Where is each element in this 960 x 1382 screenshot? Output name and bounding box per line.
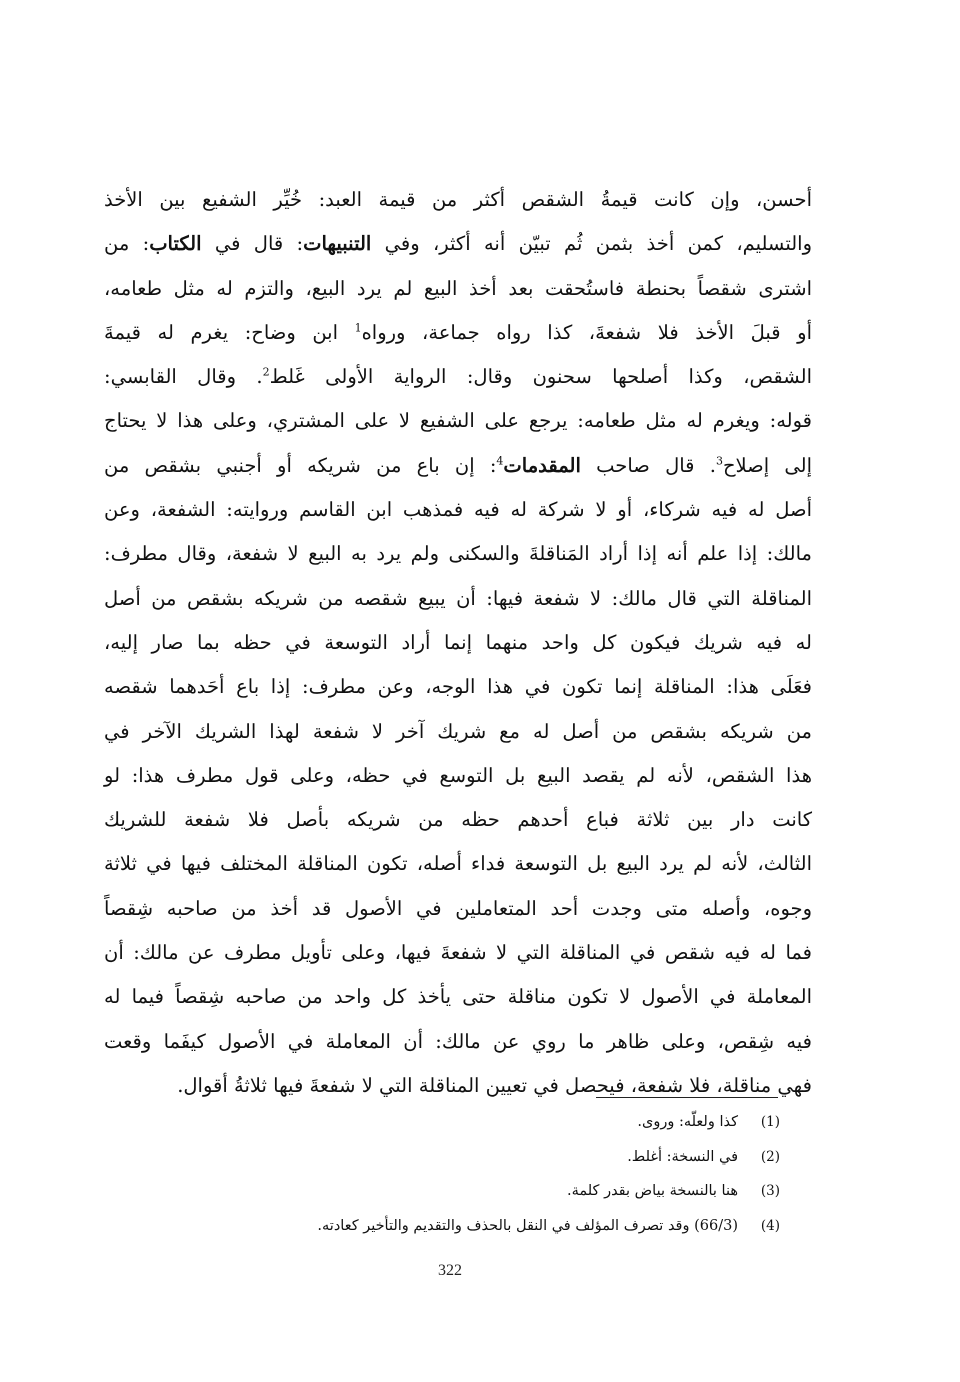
footnote-text: كذا ولعلّه: وروى.: [637, 1114, 738, 1130]
text-segment: وجوه، وأصله متى وجدت أحد المتعاملين في الأصول قد أخذ من صاحبه شِقصاً: [104, 896, 812, 920]
text-line: [104, 1020, 812, 1064]
text-segment: : قال في: [201, 232, 304, 256]
text-line: [104, 532, 812, 576]
text-line: [104, 178, 812, 222]
text-segment: . قال صاحب: [580, 453, 716, 477]
text-segment: الشقص، وكذا أصلحها سحنون وقال: الرواية الأولى غَلط: [269, 365, 812, 389]
text-line: [104, 975, 812, 1019]
bold-source-title: المقدمات: [503, 453, 581, 477]
text-segment: أحسن، وإن كانت قيمةُ الشقص أكثر من قيمة العبد: خُيِّر الشفيع بين الأخذ: [104, 188, 812, 211]
footnote-number: (1): [760, 1114, 780, 1130]
footnote-number: (2): [760, 1148, 780, 1165]
text-segment: أصل له فيه شركاء، أو لا شركة له فيه فمذهب ابن القاسم وروايته: الشفعة، وعن: [104, 498, 812, 522]
text-line: [104, 267, 812, 311]
text-line: [104, 754, 812, 798]
text-segment: فهي مناقلة، فلا شفعة، فيحصل في تعيين المناقلة التي لا شفعةَ فيها ثلاثةُ أقوال.: [177, 1073, 812, 1097]
text-segment: أو قبلَ الأخذ فلا شفعةَ، كذا رواه جماعة، ورواه: [361, 320, 812, 344]
footnote-item: [220, 1143, 780, 1178]
text-segment: له فيه شريك فيكون كل واحد منهما إنما أراد التوسعة في حظه بما صار إليه،: [104, 630, 812, 654]
footnote-text: هنا بالنسخة بياض بقدر كلمة.: [566, 1183, 738, 1199]
text-line: [104, 311, 812, 355]
footnote-reference: 2: [262, 365, 270, 379]
text-line: [104, 931, 812, 975]
text-segment: قوله: ويغرم له مثل طعامه: يرجع على الشفيع لا على المشتري، وعلى هذا لا يحتاج: [104, 409, 812, 433]
footnotes-list: [220, 1108, 780, 1246]
footnote-reference: 4: [496, 454, 504, 468]
text-segment: . وقال القابسي:: [104, 365, 263, 389]
text-line: [104, 444, 812, 488]
text-segment: فما له فيه شقص في المناقلة التي لا شفعةَ فيها، وعلى تأويل مطرف عن مالك: أن: [104, 941, 812, 965]
text-line: [104, 798, 812, 842]
text-line: [104, 887, 812, 931]
text-segment: ابن وضاح: يغرم له قيمةَ: [104, 320, 355, 344]
text-segment: فيه شِقص، وعلى ظاهر ما روي عن مالك: أن المعاملة في الأصول كيفَما وقعت: [104, 1029, 812, 1053]
text-segment: : من: [104, 232, 150, 256]
text-segment: مالك: إذا علم أنه إذا أراد المَناقلةَ والسكنى ولم يرد به البيع لا شفعة، وقال مطرف:: [104, 542, 812, 566]
footnote-reference: 1: [354, 321, 362, 335]
text-line: [104, 710, 812, 754]
text-line: [104, 355, 812, 399]
footnote-number: (4): [760, 1217, 780, 1234]
footnote-text: في النسخة: أغلط.: [627, 1148, 738, 1165]
text-segment: المناقلة التي قال مالك: لا شفعة فيها: أن يبيع شقصه من شريكه بشقص من أصل: [104, 586, 812, 610]
text-segment: من شريكه بشقص من أصل له مع شريك آخر لا شفعة لهذا الشريك الآخر في: [104, 719, 812, 743]
text-line: [104, 222, 812, 266]
text-segment: فعَلَى هذا: المناقلة إنما تكون في هذا الوجه، وعن مطرف: إذا باع أحَدهما شقصه: [104, 675, 812, 699]
text-line: [104, 665, 812, 709]
footnote-number: (3): [760, 1183, 780, 1199]
footnote-separator: [596, 1097, 778, 1098]
text-line: [104, 488, 812, 532]
text-segment: والتسليم، كمن أخذ بثمن ثُم تبيّن أنه أكثر، وفي: [371, 232, 812, 256]
text-segment: المعاملة في الأصول لا تكون مناقلة حتى يأخذ كل واحد من صاحبه شِقصاً فيما له: [104, 985, 812, 1009]
text-line: [104, 399, 812, 443]
footnote-item: [220, 1108, 780, 1143]
footnote-reference: 3: [715, 454, 723, 468]
text-line: [104, 1064, 812, 1108]
footnote-item: [220, 1212, 780, 1247]
page-number: 322: [438, 1262, 462, 1279]
text-segment: كانت دار بين ثلاثة فباع أحدهم حظه من شريكه بأصل فلا شفعة للشريك: [104, 808, 812, 832]
text-segment: إلى إصلاح: [722, 453, 812, 477]
bold-source-title: التنبيهات: [303, 232, 372, 256]
text-segment: : إن باع من شريكه أو أجنبي بشقص من: [104, 453, 497, 477]
text-segment: اشترى شقصاً بحنطة فاستُحقت بعد أخذ البيع لم يرد البيع، والتزم له مثل طعامه،: [104, 276, 812, 300]
footnote-text: (66/3) وقد تصرف المؤلف في النقل بالحذف والتقديم والتأخير كعادته.: [317, 1217, 738, 1234]
text-line: [104, 621, 812, 665]
footnote-item: [220, 1177, 780, 1212]
main-text-block: [104, 178, 812, 1108]
text-line: [104, 842, 812, 886]
text-segment: الثالث، لأنه لم يرد البيع بل التوسعة فداء أصله، تكون المناقلة المختلف فيها في ثلاثة: [104, 852, 812, 876]
bold-source-title: الكتاب: [149, 232, 202, 256]
text-line: [104, 577, 812, 621]
text-segment: هذا الشقص، لأنه لم يقصد البيع بل التوسع في حظه، وعلى قول مطرف هذا: لو: [104, 763, 812, 787]
